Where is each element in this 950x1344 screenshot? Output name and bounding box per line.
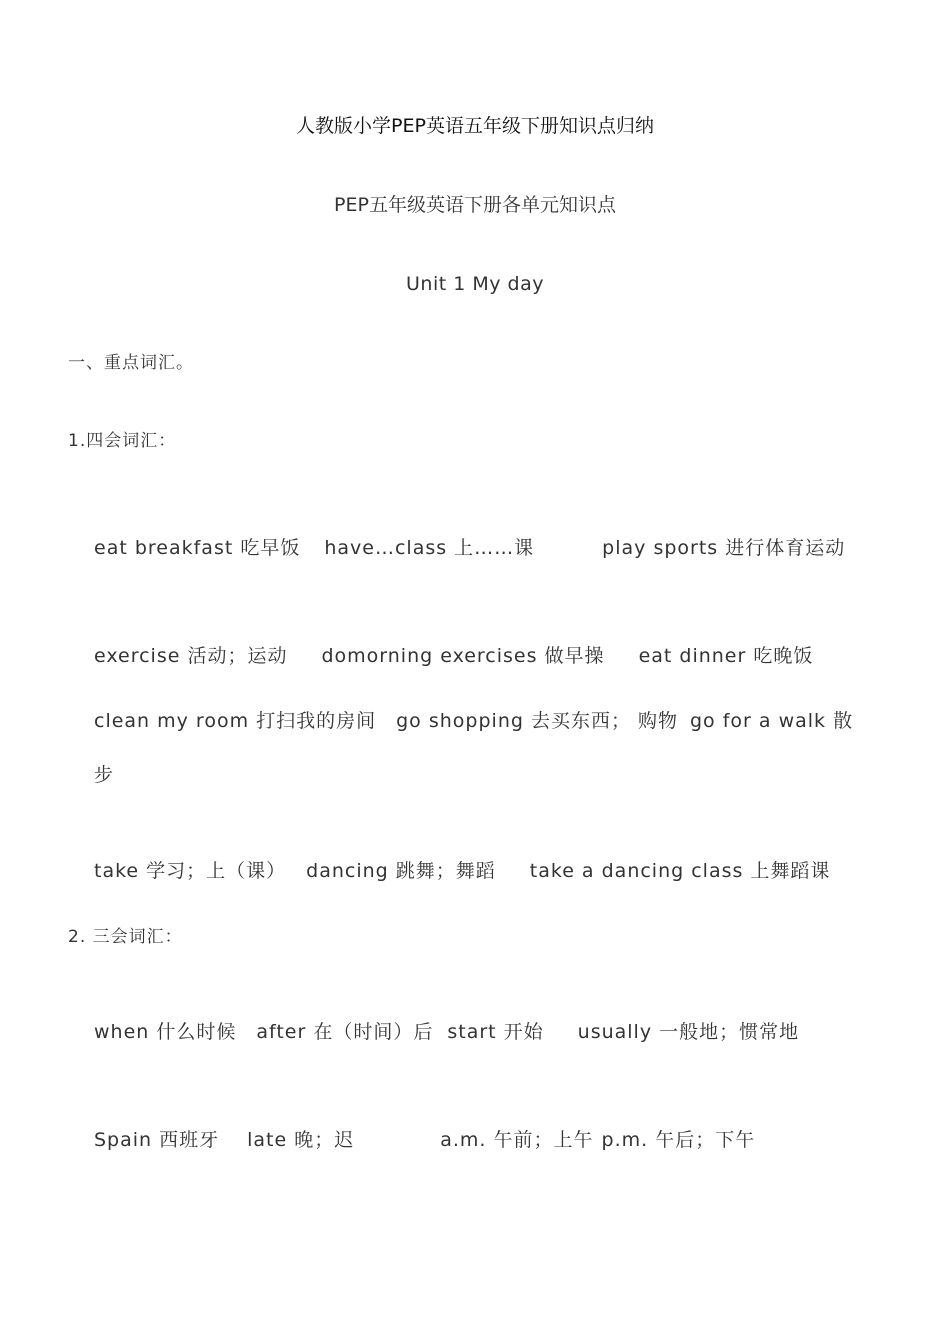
vocab-row — [94, 709, 853, 733]
vocab-item: take 学习；上（课） — [94, 860, 287, 882]
vocab-item: go shopping 去买东西； 购物 — [396, 710, 678, 732]
vocab-item: eat breakfast 吃早饭 — [94, 537, 301, 559]
vocab-row — [94, 644, 813, 668]
vocab-item: p.m. 午后；下午 — [601, 1129, 756, 1151]
document-title: 人教版小学PEP英语五年级下册知识点归纳 — [296, 115, 654, 137]
vocab-item: domorning exercises 做早操 — [321, 645, 605, 667]
vocab-item: eat dinner 吃晚饭 — [638, 645, 814, 667]
vocab-row-wrap: 步 — [94, 764, 115, 786]
vocab-item: late 晚；迟 — [247, 1129, 355, 1151]
vocab-row — [94, 859, 830, 883]
vocab-item: Spain 西班牙 — [94, 1129, 220, 1151]
unit-heading: Unit 1 My day — [406, 273, 544, 295]
vocab-item: exercise 活动；运动 — [94, 645, 288, 667]
section-heading-key-vocabulary: 一、重点词汇。 — [68, 353, 194, 373]
vocab-item: have…class 上……课 — [324, 537, 535, 559]
vocab-item: go for a walk 散 — [690, 710, 854, 732]
vocab-row — [94, 1128, 755, 1152]
vocab-row — [94, 1020, 799, 1044]
subsection-heading-three-skill: 2. 三会词汇： — [68, 927, 183, 947]
vocab-item: when 什么时候 — [94, 1021, 237, 1043]
vocab-item: usually 一般地；惯常地 — [577, 1021, 800, 1043]
subsection-heading-four-skill: 1.四会词汇： — [68, 431, 177, 451]
vocab-item: a.m. 午前；上午 — [440, 1129, 594, 1151]
vocab-item: after 在（时间）后 — [256, 1021, 434, 1043]
document-subtitle: PEP五年级英语下册各单元知识点 — [334, 194, 616, 216]
vocab-item: start 开始 — [447, 1021, 544, 1043]
vocab-item: clean my room 打扫我的房间 — [94, 710, 377, 732]
vocab-item: take a dancing class 上舞蹈课 — [529, 860, 831, 882]
vocab-row — [94, 536, 845, 560]
vocab-item: dancing 跳舞；舞蹈 — [306, 860, 496, 882]
vocab-item: play sports 进行体育运动 — [602, 537, 846, 559]
